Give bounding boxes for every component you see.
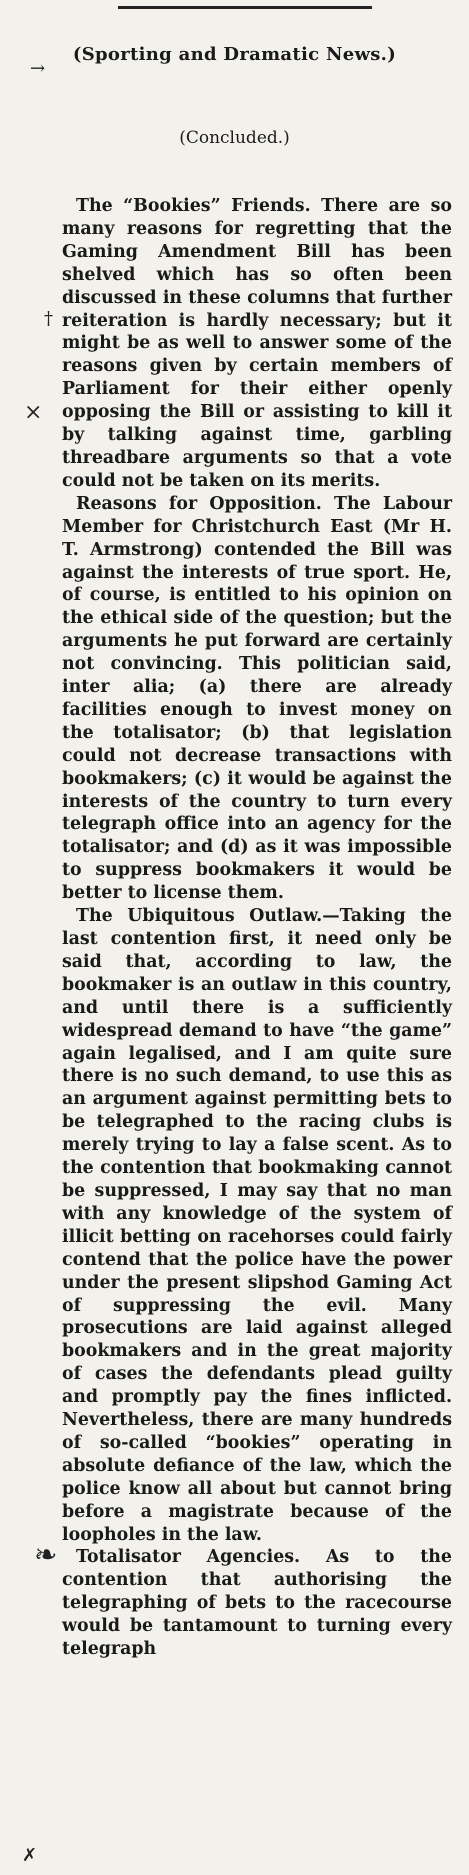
concluded-line: (Concluded.) xyxy=(179,128,290,148)
paragraph xyxy=(62,195,452,493)
paragraph xyxy=(62,1546,452,1661)
paragraph xyxy=(62,493,452,905)
paragraph-text: There are so many reasons for regretting that the Gaming Amendment Bill has been shelved which has so often been discussed in these columns that further reiteration is hardly necessary; but it might be as well to answer some of the reasons given by certain members of Parliament for their either openly opposing the Bill or assisting to kill it by talking against time, garbling threadbare arguments so that a vote could not be taken on its merits. xyxy=(62,196,452,491)
article-body xyxy=(62,195,452,1661)
margin-pencil-mark: ⨯ xyxy=(24,400,43,425)
section-lead: The Ubiquitous Outlaw.— xyxy=(76,906,340,927)
paragraph-text: Taking the last contention first, it need only be said that, according to law, the bookmaker is an outlaw in this country, and until there is a sufficiently widespread demand to have “the game” again legalised, and I am quite sure there is no such demand, to use this as an argument against permitting bets to be telegraphed to the racing clubs is merely trying to lay a false scent. As to the contention that bookmaking cannot be suppressed, I may say that no man with any knowledge of the system of illicit betting on racehorses could fairly contend that the police have the power under the present slipshod Gaming Act of suppressing the evil. Many prosecutions are laid against alleged bookmakers and in the great majority of cases the defendants plead guilty and promptly pay the fines inflicted. Nevertheless, there are many hundreds of so-called “bookies” operating in absolute defiance of the law, which the police know all about but cannot bring before a magistrate because of the loopholes in the law. xyxy=(62,906,452,1545)
section-lead: Reasons for Opposition. xyxy=(76,493,322,514)
paragraph-text: As to the contention that authorising the telegraphing of bets to the racecourse would be tantamount to turning every telegraph xyxy=(62,1547,452,1660)
paragraph-text: The Labour Member for Christchurch East (Mr H. T. Armstrong) contended the Bill was against the interests of true sport. He, of course, is entitled to his opinion on the ethical side of the question; but the arguments he put forward are certainly not convincing. This politician said, inter alia; (a) there are already facilities enough to invest money on the totalisator; (b) that legislation could not decrease transactions with bookmakers; (c) it would be against the interests of the country to turn every telegraph office into an agency for the totalisator; and (d) as it was impossible to suppress bookmakers it would be better to license them. xyxy=(62,493,452,904)
source-line: (Sporting and Dramatic News.) xyxy=(72,44,397,65)
margin-ink-blot: ❧ xyxy=(34,1538,58,1571)
margin-arrow-mark: → xyxy=(30,58,46,79)
margin-pencil-mark: † xyxy=(44,308,53,329)
top-rule xyxy=(118,6,372,9)
section-lead: Totalisator Agencies. xyxy=(76,1547,301,1568)
margin-pencil-mark: ✗ xyxy=(22,1845,38,1866)
paragraph xyxy=(62,905,452,1546)
section-lead: The “Bookies” Friends. xyxy=(76,196,311,216)
